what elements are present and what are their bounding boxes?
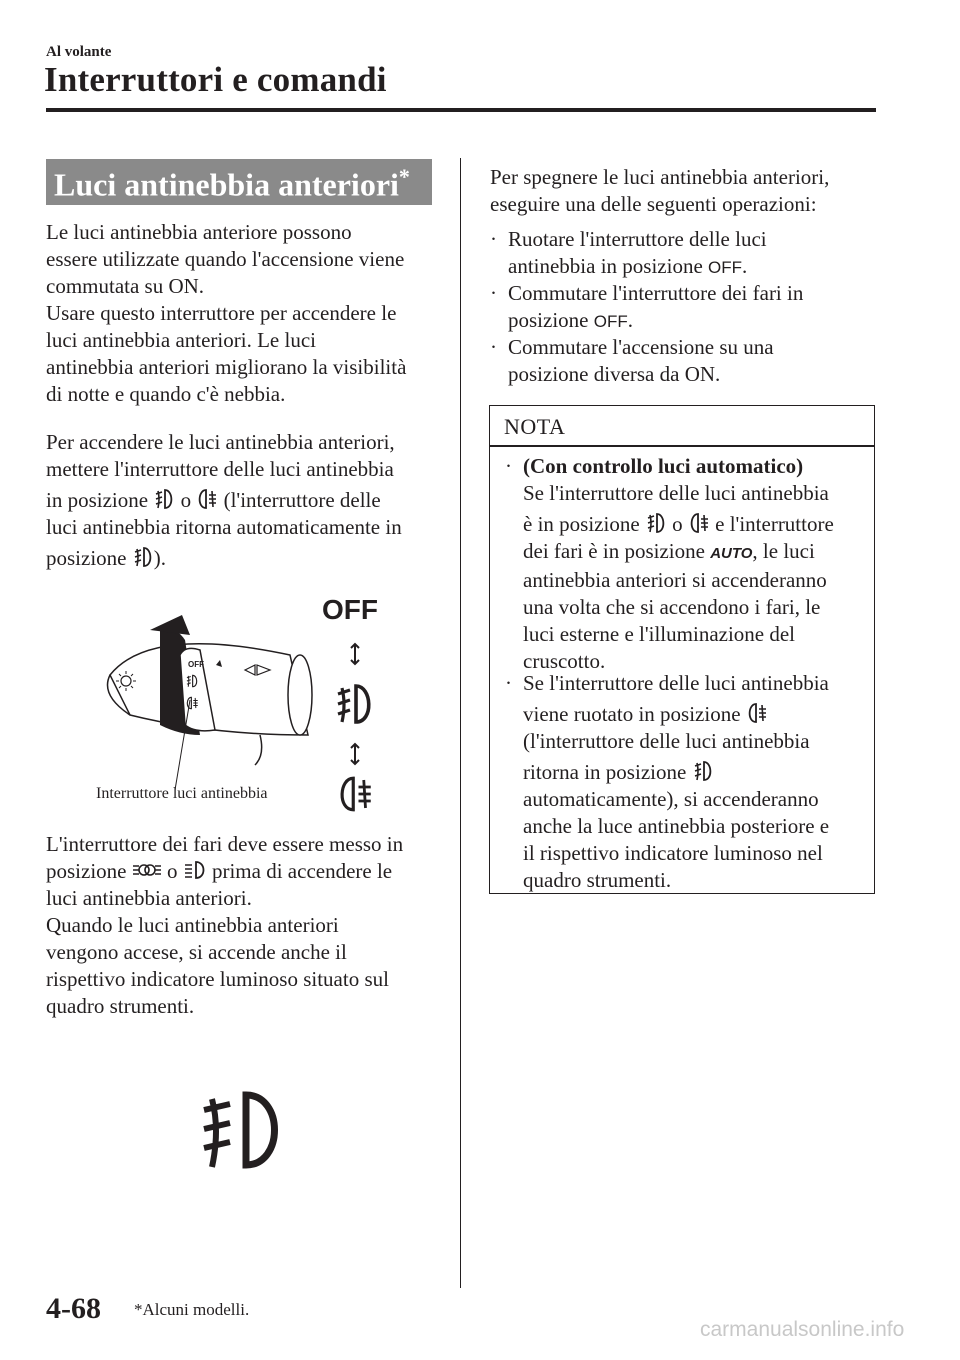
text-fragment: posizione xyxy=(46,546,132,570)
page-number: 4-68 xyxy=(46,1292,101,1325)
header-rule xyxy=(46,108,876,112)
text-fragment: posizione xyxy=(46,859,132,883)
bullet-dot: · xyxy=(505,671,512,695)
text-line: Quando le luci antinebbia anteriori xyxy=(46,913,339,937)
text-line: commutata su ON. xyxy=(46,274,205,298)
text-fragment: o xyxy=(161,859,183,883)
text-line: rispettivo indicatore luminoso situato sul xyxy=(46,967,389,991)
page-title-text: Luci antinebbia anteriori xyxy=(54,166,399,203)
text-fragment: ritorna in posizione xyxy=(523,760,692,784)
text-fragment: è in posizione xyxy=(523,512,645,536)
text-line: il rispettivo indicatore luminoso nel xyxy=(523,841,823,865)
rear-fog-icon xyxy=(342,778,371,810)
text-line: Commutare l'accensione su una xyxy=(508,335,774,359)
text-line: luci antinebbia anteriori. Le luci xyxy=(46,328,316,352)
note-heading: (Con controllo luci automatico) xyxy=(523,454,804,478)
fog-indicator-illustration xyxy=(198,1085,288,1175)
text-fragment: (l'interruttore delle xyxy=(218,488,381,512)
note-title: NOTA xyxy=(504,414,566,439)
text-line xyxy=(523,511,865,538)
text-line: una volta che si accendono i fari, le xyxy=(523,595,821,619)
text-line: Per spegnere le luci antinebbia anteriori, xyxy=(490,165,830,189)
bullet-dot: · xyxy=(490,281,497,305)
list-item xyxy=(490,334,870,388)
text-line: quadro strumenti. xyxy=(46,994,195,1018)
text-fragment: o xyxy=(666,512,688,536)
text-line: L'interruttore dei fari deve essere messo in xyxy=(46,832,404,856)
text-line xyxy=(508,253,870,281)
rear-fog-icon xyxy=(746,701,768,725)
text-fragment: , le luci xyxy=(752,539,815,563)
text-line: Commutare l'interruttore dei fari in xyxy=(508,281,804,305)
text-fragment: ). xyxy=(153,546,166,570)
headlight-icon xyxy=(183,858,207,882)
text-line xyxy=(46,545,441,572)
activation-paragraph xyxy=(46,429,441,572)
text-line: di notte e quando c'è nebbia. xyxy=(46,382,286,406)
off-intro xyxy=(490,164,870,218)
updown-arrow-icon xyxy=(351,744,359,764)
front-fog-icon xyxy=(645,511,667,535)
text-line: antinebbia anteriori si accenderanno xyxy=(523,568,827,592)
stalk-shaft xyxy=(255,735,262,765)
text-line: cruscotto. xyxy=(523,649,606,673)
note-item xyxy=(505,453,865,675)
front-fog-icon xyxy=(338,686,369,722)
front-fog-icon xyxy=(132,545,154,569)
arrow-head-icon xyxy=(150,615,190,635)
text-fragment: e l'interruttore xyxy=(709,512,834,536)
front-fog-icon xyxy=(692,759,714,783)
updown-arrow-icon xyxy=(351,644,359,664)
text-line: quadro strumenti. xyxy=(523,868,672,892)
text-fragment: in posizione xyxy=(46,488,154,512)
text-line: luci antinebbia ritorna automaticamente in xyxy=(46,515,402,539)
auto-badge: AUTO xyxy=(710,545,753,562)
parking-light-icon xyxy=(132,858,162,882)
section-label: Al volante xyxy=(46,44,112,60)
text-line: posizione diversa da ON. xyxy=(508,362,721,386)
text-line: Usare questo interruttore per accendere le xyxy=(46,301,397,325)
text-line: antinebbia anteriori migliorano la visibilità xyxy=(46,355,407,379)
text-line: Ruotare l'interruttore delle luci xyxy=(508,227,767,251)
text-line xyxy=(46,487,441,514)
list-item xyxy=(490,280,870,335)
text-line xyxy=(508,307,870,335)
text-fragment: . xyxy=(742,254,748,278)
footnote: *Alcuni modelli. xyxy=(134,1300,250,1319)
bullet-dot: · xyxy=(490,227,497,251)
text-line: Le luci antinebbia anteriore possono xyxy=(46,220,352,244)
off-badge: OFF xyxy=(593,312,628,331)
front-fog-icon xyxy=(153,487,175,511)
bullet-dot: · xyxy=(505,454,512,478)
rear-fog-icon xyxy=(196,487,218,511)
text-fragment: viene ruotato in posizione xyxy=(523,702,746,726)
text-line: Se l'interruttore delle luci antinebbia xyxy=(523,481,829,505)
text-fragment: o xyxy=(175,488,197,512)
headlight-paragraph xyxy=(46,831,441,1020)
watermark: carmanualsonline.info xyxy=(700,1318,905,1341)
text-fragment: dei fari è in posizione xyxy=(523,539,711,563)
note-separator xyxy=(489,445,875,447)
text-line: eseguire una delle seguenti operazioni: xyxy=(490,192,817,216)
light-beams xyxy=(204,1099,230,1167)
list-item xyxy=(490,226,870,281)
text-fragment: . xyxy=(627,308,633,332)
text-line xyxy=(523,759,865,786)
off-label: OFF xyxy=(322,594,378,625)
chapter-title: Interruttori e comandi xyxy=(44,60,387,99)
text-line: (l'interruttore delle luci antinebbia xyxy=(523,729,810,753)
figure-caption: Interruttore luci antinebbia xyxy=(96,785,268,802)
bullet-dot: · xyxy=(490,335,497,359)
text-line: luci antinebbia anteriori. xyxy=(46,886,252,910)
page-title xyxy=(54,164,410,204)
text-fragment: antinebbia in posizione xyxy=(508,254,709,278)
text-line: mettere l'interruttore delle luci antinebbia xyxy=(46,457,394,481)
text-line xyxy=(46,858,441,885)
text-line xyxy=(523,701,865,728)
stalk-off-label: OFF xyxy=(188,660,204,669)
stalk-end xyxy=(288,655,312,735)
rear-fog-icon xyxy=(688,511,710,535)
text-line: Per accendere le luci antinebbia anteriori, xyxy=(46,430,395,454)
text-line: luci esterne e l'illuminazione del xyxy=(523,622,796,646)
lamp-shape xyxy=(246,1095,275,1165)
title-asterisk: * xyxy=(398,164,410,189)
text-fragment: posizione xyxy=(508,308,594,332)
column-divider xyxy=(460,158,461,1288)
text-line: essere utilizzate quando l'accensione viene xyxy=(46,247,405,271)
text-line: automaticamente), si accenderanno xyxy=(523,787,819,811)
text-line: Se l'interruttore delle luci antinebbia xyxy=(523,671,829,695)
text-line: anche la luce antinebbia posteriore e xyxy=(523,814,830,838)
text-fragment: prima di accendere le xyxy=(206,859,393,883)
fog-switch-figure xyxy=(90,585,410,815)
text-line xyxy=(523,538,865,567)
text-line: vengono accese, si accende anche il xyxy=(46,940,347,964)
intro-paragraph xyxy=(46,219,441,408)
off-badge: OFF xyxy=(708,258,743,277)
note-item xyxy=(505,670,865,894)
